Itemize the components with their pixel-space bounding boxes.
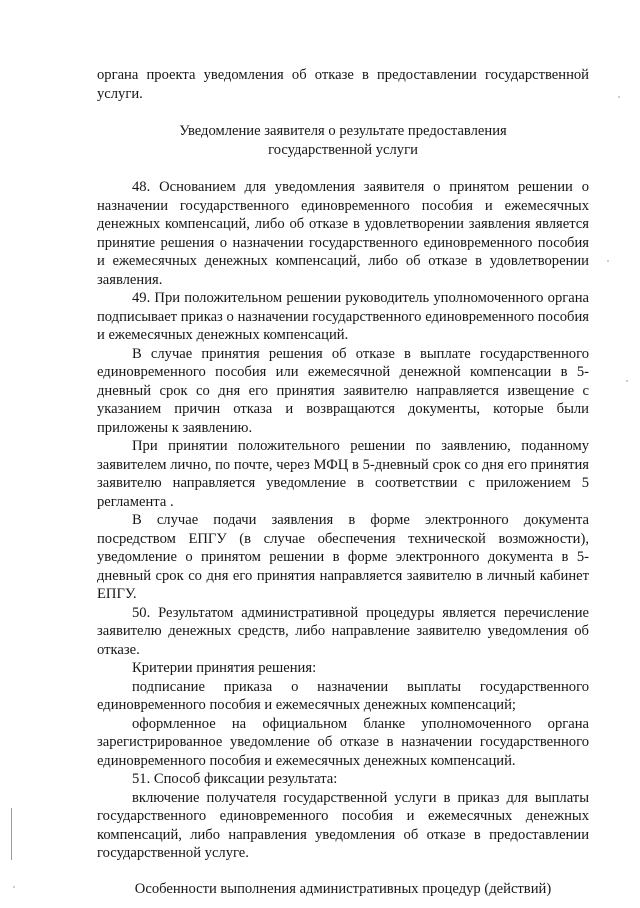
section-heading-line-1: Уведомление заявителя о результате предоставления [179, 123, 507, 139]
scan-artifact-dot [607, 260, 609, 262]
spacer [97, 103, 589, 122]
scan-artifact-line [11, 808, 12, 860]
paragraph-48: 48. Основанием для уведомления заявителя о принятом решении о назначении государственного единовременного пособия и ежемесячных денежных компенсаций, либо об отказе в удовлетворении заявления является принятие решения о назначении государственного единовременного пособия и ежемесячных денежных компенсаций, либо об отказе в удовлетворении заявления. [97, 179, 589, 288]
paragraph-50: 50. Результатом административной процедуры является перечисление заявителю денежных средств, либо направление заявителю уведомления об отказе. [97, 604, 589, 658]
scan-artifact-dot [626, 380, 628, 382]
criteria-item-refusal-notice: оформленное на официальном бланке уполномоченного органа зарегистрированное уведомление об отказе в назначении государственного единовременного пособия и ежемесячных денежных компенсаций. [97, 715, 589, 769]
scan-artifact-dot [13, 886, 15, 888]
section-heading-line-2: государственной услуги [268, 141, 418, 158]
intro-paragraph: органа проекта уведомления об отказе в предоставлении государственной услуги. [97, 67, 589, 102]
final-section-heading: Особенности выполнения административных процедур (действий) [134, 880, 552, 897]
paragraph-51: 51. Способ фиксации результата: [132, 771, 338, 787]
paragraph-electronic-submission: В случае подачи заявления в форме электронного документа посредством ЕПГУ (в случае обеспечения технической возможности), уведомление о принятом решении в форме электронного документа в 5-дневный срок со дня его принятия направляется заявителю в личный кабинет ЕПГУ. [97, 512, 589, 602]
paragraph-positive-decision: При принятии положительного решении по заявлению, поданному заявителем лично, по почте, через МФЦ в 5-дневный срок со дня его принятия заявителю направляется уведомление в соответствии с приложением 5 регламента . [97, 438, 589, 510]
paragraph-49: 49. При положительном решении руководитель уполномоченного органа подписывает приказ о назначении государственного единовременного пособия и ежемесячных денежных компенсаций. [97, 290, 589, 343]
paragraph-refusal-case: В случае принятия решения об отказе в выплате государственного единовременного пособия или ежемесячной денежной компенсации в 5-дневный срок со дня его принятия заявителю направляется извещение с указанием причин отказа и возвращаются документы, которые были приложены к заявлению. [97, 345, 589, 436]
scan-artifact-dot [618, 96, 620, 98]
criteria-item-signing: подписание приказа о назначении выплаты государственного единовременного пособия и ежемесячных денежных компенсаций; [97, 678, 589, 713]
criteria-heading: Критерии принятия решения: [132, 660, 317, 676]
document-page [97, 66, 589, 898]
spacer [97, 863, 589, 880]
result-fixation-method: включение получателя государственной услуги в приказ для выплаты государственного единовременного пособия и ежемесячных денежных компенсаций, либо направления уведомления об отказе в предоставлении государственной услуге. [97, 789, 589, 861]
spacer [97, 159, 589, 178]
